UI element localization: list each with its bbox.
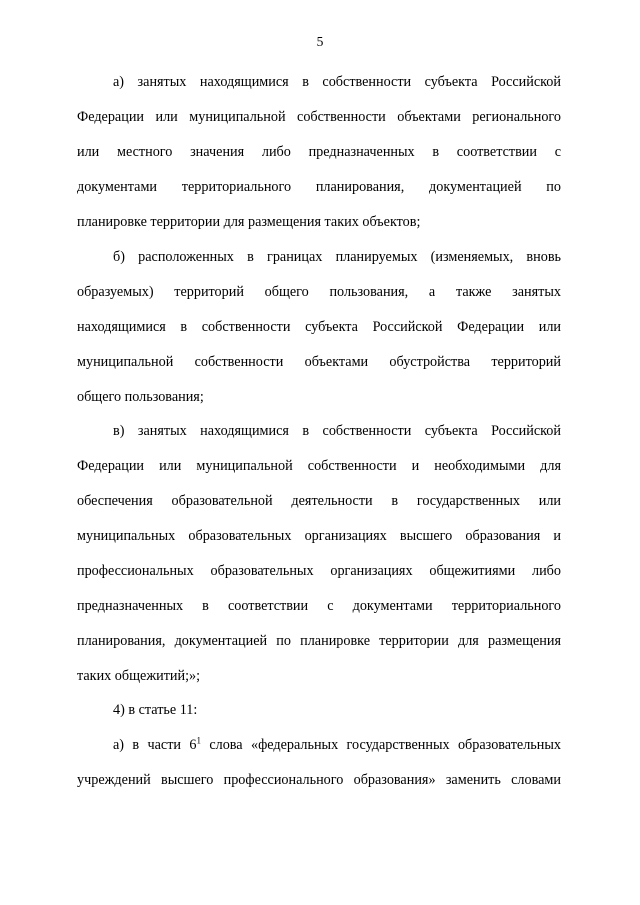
- page-number: 5: [316, 34, 324, 49]
- paragraph-line: в) занятых находящимися в собственности субъекта Российской: [113, 423, 561, 439]
- paragraph-line: планирования, документацией по планировке территории для размещения: [77, 633, 561, 649]
- paragraph-line: обеспечения образовательной деятельности в государственных или: [77, 493, 561, 509]
- paragraph-line: б) расположенных в границах планируемых (изменяемых, вновь: [113, 249, 561, 265]
- paragraph-line: профессиональных образовательных организациях общежитиями либо: [77, 563, 561, 579]
- paragraph-line: учреждений высшего профессионального образования» заменить словами: [77, 772, 561, 788]
- text-fragment: а) в части 6: [113, 737, 197, 753]
- paragraph-line: таких общежитий;»;: [77, 668, 201, 684]
- paragraph-line: или местного значения либо предназначенных в соответствии с: [77, 144, 561, 160]
- paragraph-line: общего пользования;: [77, 389, 204, 405]
- text-fragment: слова «федеральных государственных образовательных: [200, 737, 561, 753]
- paragraph-line: предназначенных в соответствии с документами территориального: [77, 598, 561, 614]
- paragraph-line-with-superscript: [113, 735, 561, 755]
- paragraph-line: а) занятых находящимися в собственности субъекта Российской: [113, 74, 561, 90]
- paragraph-line: Федерации или муниципальной собственности объектами регионального: [77, 109, 561, 125]
- paragraph-line: муниципальной собственности объектами обустройства территорий: [77, 354, 561, 370]
- paragraph-line: Федерации или муниципальной собственности и необходимыми для: [77, 458, 561, 474]
- paragraph-line: находящимися в собственности субъекта Российской Федерации или: [77, 319, 561, 335]
- paragraph-line: образуемых) территорий общего пользования, а также занятых: [77, 284, 561, 300]
- paragraph-line: документами территориального планирования, документацией по: [77, 179, 561, 195]
- paragraph-line: 4) в статье 11:: [113, 702, 198, 718]
- superscript: 1: [196, 735, 201, 746]
- paragraph-line: планировке территории для размещения таких объектов;: [77, 214, 421, 230]
- paragraph-line: муниципальных образовательных организациях высшего образования и: [77, 528, 561, 544]
